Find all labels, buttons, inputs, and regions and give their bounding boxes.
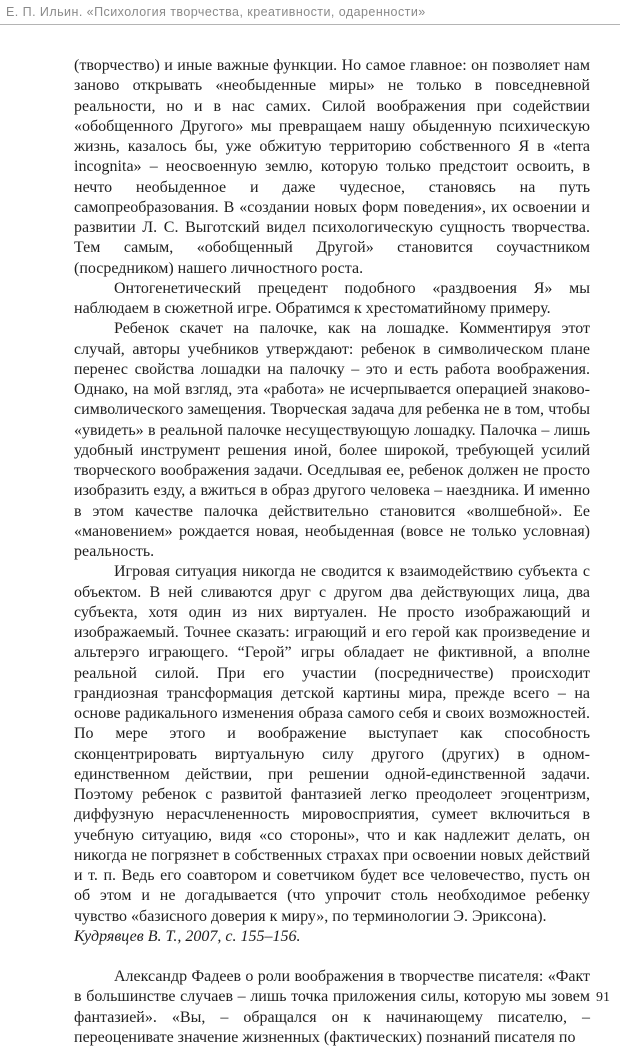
header-divider (0, 24, 620, 25)
paragraph: Игровая ситуация никогда не сводится к взаимодействию субъекта с объектом. В ней сливаются друг с другом два действующих лица, два субъекта, хотя один из них виртуален. Не просто изображающий и изображаемый. Точнее сказать: играющий и его герой как произведение и альтерэго играющего. “Герой” игры обладает не фиктивной, а вполне реальной силой. При его участии (посредничестве) происходит грандиозная трансформация детской картины мира, прежде всего – на основе радикального изменения образа самого себя и своих возможностей. По мере этого и воображение выступает как способность сконцентрировать виртуальную силу другого (других) в одном-единственном действии, при решении одной-единственной задачи. Поэтому ребенок с развитой фантазией легко преодолеет эгоцентризм, диффузную нерасчлененность мировосприятия, сумеет включиться в учебную ситуацию, видя «со стороны», что и как надлежит делать, он никогда не погрязнет в собственных страхах при освоении новых действий и т. п. Ведь его соавтором и советчиком будет все человечество, пусть он об этом и не догадывается (что упрочит столь необходимое ребенку чувство «базисного доверия к миру», по терминологии Э. Эриксона). (74, 563, 590, 925)
paragraph-spacer (74, 947, 590, 967)
paragraph: Александр Фадеев о роли воображения в творчестве писателя: «Факт в большинстве случаев – лишь точка приложения силы, которую мы зовем фантазией». «Вы, – обращался он к начинающему писателю, – переоценивате значение жизненных (фактических) познаний писателя по (74, 968, 590, 1046)
main-text (74, 56, 590, 1048)
paragraph: (творчество) и иные важные функции. Но самое главное: он позволяет нам заново открывать «необыденные миры» не только в повседневной реальности, но и в нас самих. Силой воображения при содействии «обобщенного Другого» мы превращаем нашу обыденную психическую жизнь, казалось бы, уже обжитую территорию собственного Я в «terra incognita» – неосвоенную землю, которую только предстоит освоить, в нечто необыденное и даже чудесное, становясь на путь самопреобразования. В «создании новых форм поведения», их освоении и развитии Л. С. Выготский видел психологическую сущность творчества. Тем самым, «обобщенный Другой» становится соучастником (посредником) нашего личностного роста. (74, 57, 590, 277)
page-number: 91 (596, 990, 610, 1005)
citation: Кудрявцев В. Т., 2007, с. 155–156. (74, 927, 301, 945)
paragraph: Онтогенетический прецедент подобного «раздвоения Я» мы наблюдаем в сюжетной игре. Обратимся к хрестоматийному примеру. (74, 279, 590, 317)
paragraph: Ребенок скачет на палочке, как на лошадке. Комментируя этот случай, авторы учебников утверждают: ребенок в символическом плане перенес свойства лошадки на палочку – это и есть работа воображения. Однако, на мой взгляд, эта «работа» не исчерпывается операцией знаково-символического замещения. Творческая задача для ребенка не в том, чтобы «увидеть» в реальной палочке несуществующую лошадку. Палочка – лишь удобный инструмент решения иной, более широкой, требующей усилий творческого воображения задачи. Оседлывая ее, ребенок должен не просто изобразить езду, а вжиться в образ другого человека – наездника. И именно в этом качестве палочка действительно становится «волшебной». Ее «мановением» рождается новая, необыденная (вовсе не только условная) реальность. (74, 320, 590, 560)
running-head: Е. П. Ильин. «Психология творчества, креативности, одаренности» (6, 5, 426, 19)
